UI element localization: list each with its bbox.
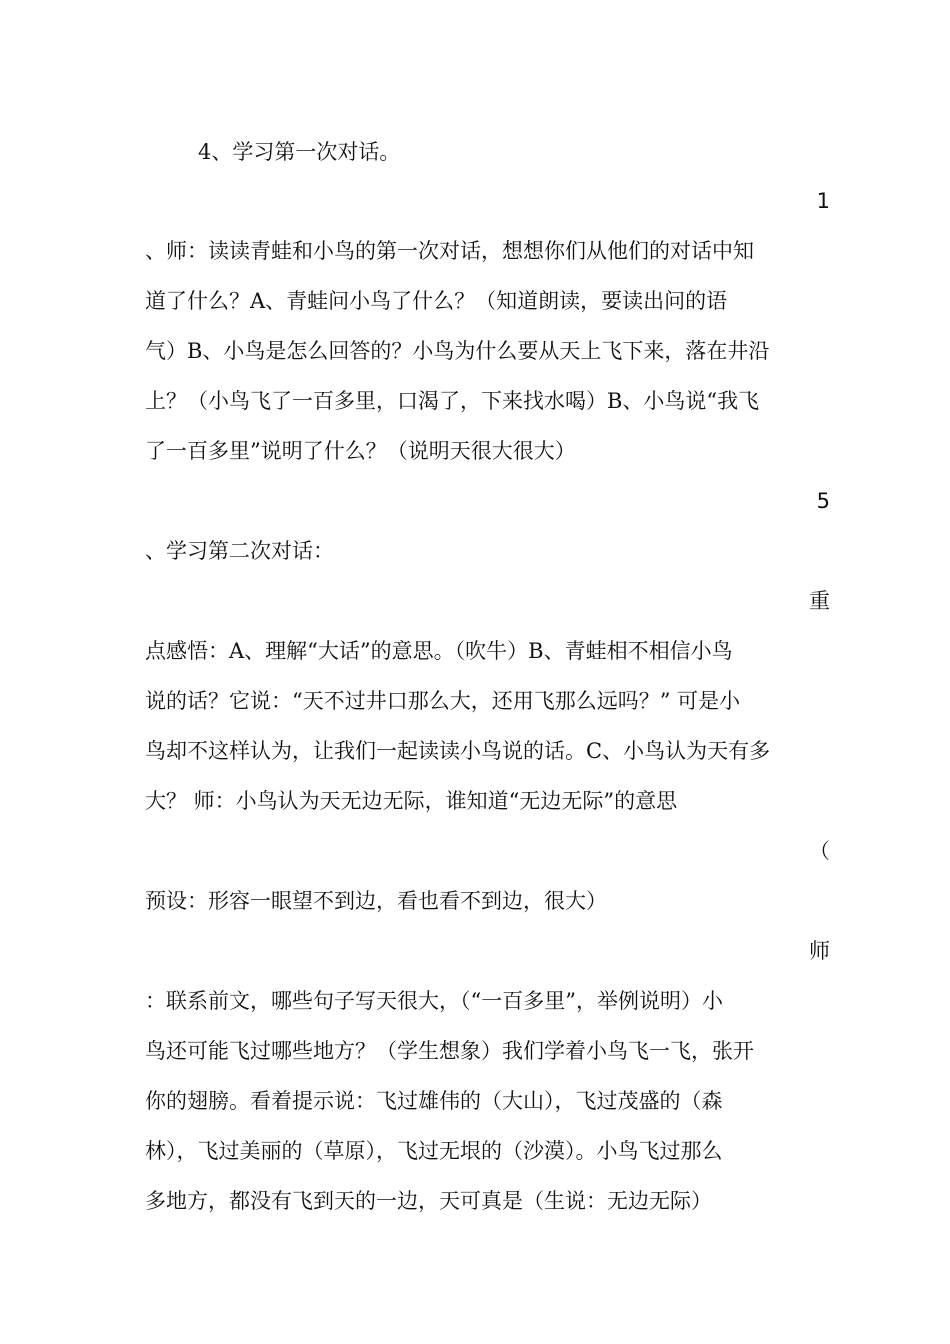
text-line: 重	[809, 589, 830, 613]
text-line: 、师：读读青蛙和小鸟的第一次对话，想想你们从他们的对话中知	[145, 239, 754, 263]
text-line: 点感悟：A、理解“大话”的意思。（吹牛）B、青蛙相不相信小鸟	[145, 639, 733, 663]
text-line: 上？（小鸟飞了一百多里，口渴了，下来找水喝）B、小鸟说“我飞	[145, 389, 760, 413]
text-line: 了一百多里”说明了什么？（说明天很大很大）	[145, 439, 576, 463]
text-line: ：联系前文，哪些句子写天很大，（“一百多里”，举例说明）小	[145, 989, 723, 1013]
text-line: （	[809, 839, 830, 863]
text-line: 说的话？它说：“天不过井口那么大，还用飞那么远吗？” 可是小	[145, 689, 741, 713]
text-line-section-4-heading: 4、学习第一次对话。	[198, 140, 401, 164]
text-line: 多地方，都没有飞到天的一边，天可真是（生说：无边无际）	[145, 1189, 712, 1213]
text-line: 鸟却不这样认为，让我们一起读读小鸟说的话。C、小鸟认为天有多	[145, 739, 771, 763]
text-line: 师	[809, 939, 830, 963]
text-line: 大？ 师：小鸟认为天无边无际，谁知道“无边无际”的意思	[145, 789, 678, 813]
text-line: 气）B、小鸟是怎么回答的？小鸟为什么要从天上飞下来，落在井沿	[145, 339, 770, 363]
text-line-section-5-heading: 、学习第二次对话：	[145, 539, 334, 563]
text-line-number-5: 5	[816, 489, 830, 513]
text-line: 预设：形容一眼望不到边，看也看不到边，很大）	[145, 889, 607, 913]
text-line-number-1: 1	[816, 189, 830, 213]
text-line: 林），飞过美丽的（草原），飞过无垠的（沙漠）。小鸟飞过那么	[145, 1139, 723, 1163]
text-line: 鸟还可能飞过哪些地方？（学生想象）我们学着小鸟飞一飞，张开	[145, 1039, 754, 1063]
text-line: 你的翅膀。看着提示说：飞过雄伟的（大山），飞过茂盛的（森	[145, 1089, 723, 1113]
text-line: 道了什么？A、青蛙问小鸟了什么？（知道朗读，要读出问的语	[145, 289, 728, 313]
